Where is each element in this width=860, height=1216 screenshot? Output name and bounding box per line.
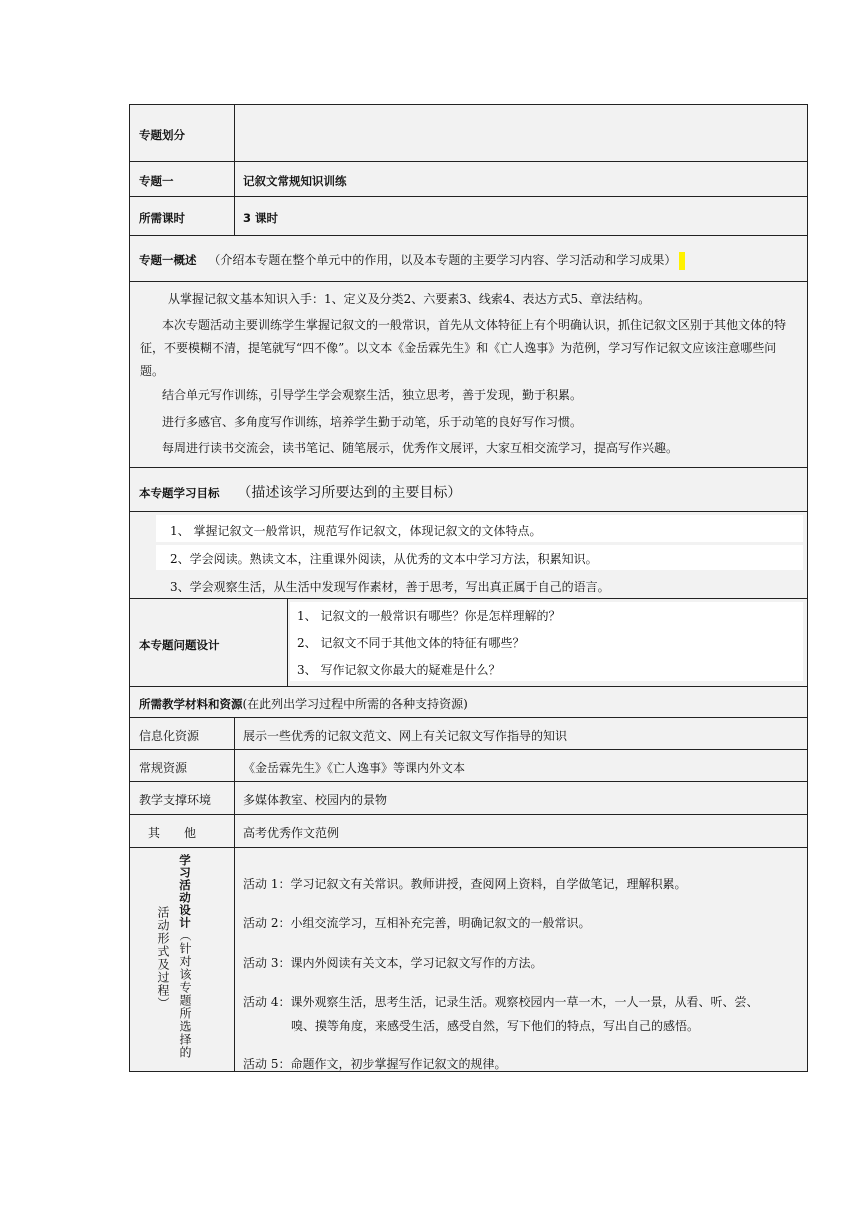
overview-paragraph: 结合单元写作训练，引导学生学会观察生活，独立思考，善于发现，勤于积累。 [162,388,583,402]
column-divider [234,815,235,847]
topic-label: 专题一 [139,174,174,188]
goal-item: 1、 掌握记叙文一般常识，规范写作记叙文，体现记叙文的文体特点。 [170,524,542,538]
overview-note: （介绍本专题在整个单元中的作用，以及本专题的主要学习内容、学习活动和学习成果） [208,253,677,267]
row-material [130,815,807,848]
goals-heading [139,482,461,502]
row-goals-title [130,468,807,512]
hours-value: 3 课时 [243,211,279,225]
topic-value: 记叙文常规知识训练 [243,174,347,188]
activity-item: 活动 3：课内外阅读有关文本，学习记叙文写作的方法。 [243,956,543,970]
material-label: 信息化资源 [139,729,200,743]
activity-item: 活动 4：课外观察生活，思考生活，记录生活。观察校园内一草一木，一人一景，从看、听、尝、 [243,995,759,1009]
overview-title: 专题一概述 [139,253,197,267]
materials-title: 所需教学材料和资源 [139,697,243,711]
row-hours [130,197,807,236]
overview-paragraph: 从掌握记叙文基本知识入手：1、定义及分类2、六要素3、线索4、表达方式5、章法结构。 [168,292,651,306]
material-value: 《金岳霖先生》《亡人逸事》等课内外文本 [243,761,466,775]
overview-paragraph: 本次专题活动主要训练学生掌握记叙文的一般常识，首先从文体特征上有个明确认识，抓住记叙文区别于其他文体的特征，不要模糊不清，提笔就写“四不像”。以文本《金岳霖先生》和《亡人逸事》为范例，学习写作记叙文应该注意哪些问题。 [140,318,787,378]
overview-heading [139,251,685,270]
overview-paragraph: 每周进行读书交流会，读书笔记、随笔展示，优秀作文展评，大家互相交流学习，提高写作兴趣。 [162,441,679,455]
plan-table [129,104,808,1072]
row-overview-title [130,236,807,282]
row-topic [130,162,807,197]
row-activities [130,848,807,1071]
goals-note: （描述该学习所要达到的主要目标） [237,485,462,501]
goal-item: 2、学会阅读。熟读文本，注重课外阅读，从优秀的文本中学习方法，积累知识。 [170,552,598,566]
row-division [130,105,807,162]
goals-title: 本专题学习目标 [139,486,220,500]
row-material [130,750,807,782]
material-label: 教学支撑环境 [139,793,212,807]
overview-paragraph: 进行多感官、多角度写作训练，培养学生勤于动笔，乐于动笔的良好写作习惯。 [162,415,583,429]
material-label: 其 他 [148,826,197,840]
material-value: 多媒体教室、校园内的景物 [243,793,388,807]
row-overview-body [130,282,807,468]
activity-item: 活动 2：小组交流学习，互相补充完善，明确记叙文的一般常识。 [243,916,591,930]
highlight-mark [679,252,685,270]
column-divider [234,750,235,781]
material-value: 展示一些优秀的记叙文范文、网上有关记叙文写作指导的知识 [243,729,568,743]
column-divider [287,599,288,686]
material-value: 高考优秀作文范例 [243,826,340,840]
column-divider [234,162,235,196]
activity-item-continued: 嗅、摸等角度，来感受生活，感受自然，写下他们的特点，写出自己的感悟。 [291,1019,700,1033]
question-item: 1、 记叙文的一般常识有哪些？你是怎样理解的？ [297,609,561,623]
activity-item: 活动 5：命题作文，初步掌握写作记叙文的规律。 [243,1057,507,1071]
activities-label-second: 活动形式及过程） [156,906,170,1010]
materials-heading [139,695,468,712]
division-label: 专题划分 [139,128,185,142]
column-divider [234,718,235,749]
material-label: 常规资源 [139,761,188,775]
question-item: 2、 记叙文不同于其他文体的特征有哪些？ [297,636,525,650]
column-divider [234,782,235,814]
questions-title: 本专题问题设计 [139,638,220,652]
materials-note: (在此列出学习过程中所需的各种支持资源) [242,697,468,711]
activities-label-bold: 学习活动设计 [178,854,192,929]
row-material [130,782,807,815]
activities-label [177,854,194,1069]
activity-item: 活动 1：学习记叙文有关常识。教师讲授，查阅网上资料，自学做笔记，理解积累。 [243,877,687,891]
row-materials-title [130,687,807,718]
hours-label: 所需课时 [139,211,185,225]
column-divider [234,848,235,1071]
column-divider [234,197,235,235]
column-divider [234,105,235,161]
question-item: 3、 写作记叙文你最大的疑难是什么？ [297,663,501,677]
row-material [130,718,807,750]
row-questions [130,599,807,687]
row-goals-body [130,512,807,599]
activities-label-rest: （针对该专题所选择的 [178,929,192,1059]
goal-item: 3、学会观察生活，从生活中发现写作素材，善于思考，写出真正属于自己的语言。 [170,580,610,594]
